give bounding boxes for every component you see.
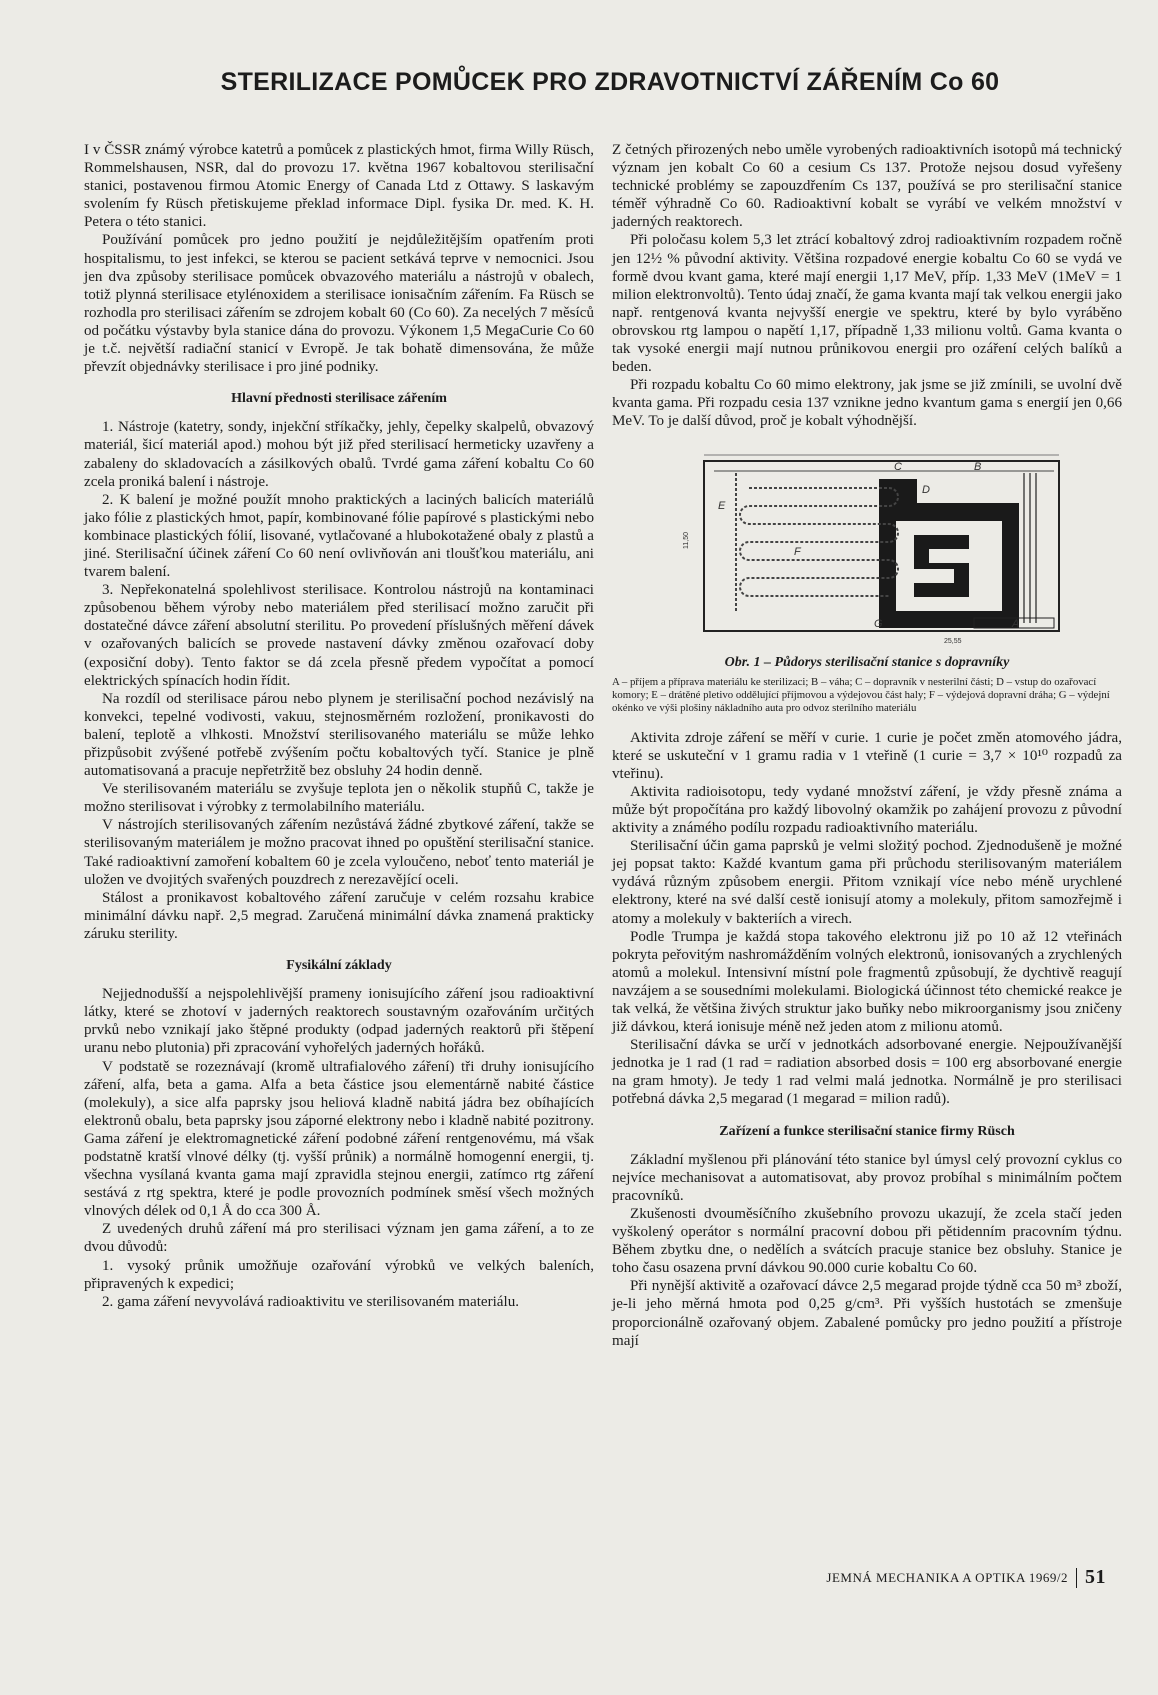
- fig-label-g: G: [874, 617, 883, 630]
- floor-plan-figure: [612, 443, 1122, 715]
- fig-label-a: A: [1012, 617, 1020, 630]
- figure-caption: Obr. 1 – Půdorys sterilisační stanice s dopravníky: [724, 654, 1010, 670]
- paragraph: Při poločasu kolem 5,3 let ztrácí kobaltový zdroj radioaktivním rozpadem ročně jen 12½ % původní aktivity. Většina rozpadové energie kobaltu Co 60 se vydá ve formě dvou kvant gama, které mají energii 1,17 MeV, příp. 1,33 MeV (1MeV = 1 milion elektronvoltů). Tento údaj značí, že gama kvanta mají tak velkou energii jako např. rentgenová kvanta nejvyšší energie ve spektru, které by bylo vyráběno obrovskou rtg lampou o napětí 1,17, případně 1,33 milionu voltů. Gama kvanta o tak vysoké energii mají nutnou průnikovou energii pro ozáření celých balíků a beden.: [612, 232, 1122, 376]
- fig-label-e: E: [718, 499, 726, 512]
- paragraph: Stálost a pronikavost kobaltového záření zaručuje v celém rozsahu krabice minimální dávku např. 2,5 megrad. Zaručená minimální dávka znamená prakticky záruku sterility.: [84, 889, 594, 942]
- paragraph: Aktivita zdroje záření se měří v curie. 1 curie je počet změn atomového jádra, které se uskuteční v 1 gramu radia v 1 vteřině (1 curie = 3,7 × 10¹⁰ rozpadů za vteřinu).: [612, 729, 1122, 782]
- conveyor-path: [740, 488, 898, 596]
- fig-label-b: B: [974, 460, 982, 473]
- paragraph: Zkušenosti dvouměsíčního zkušebního provozu ukazují, že zcela stačí jeden vyškolený operátor s normální pracovní dobou při pětidenním pracovním týdnu. Během zbytku dne, o nedělích a svátcích pracuje stanice bez obsluhy. Stanice je toho času osazena první dávkou 90.000 curie kobaltu Co 60.: [612, 1205, 1122, 1277]
- paragraph: Při rozpadu kobaltu Co 60 mimo elektrony, jak jsme se již zmínili, se uvolní dvě kvanta gama. Při rozpadu cesia 137 vznikne jedno kvantum gama s energií jen 0,66 MeV. To je další důvod, proč je kobalt výhodnější.: [612, 377, 1122, 430]
- paragraph: 3. Nepřekonatelná spolehlivost sterilisace. Kontrolou nástrojů na kontaminaci způsobenou během výroby nebo materiálem před sterilisací možno zaručit při dostatečné dávce záření absolutní sterilitu. Po provedení příslušných měření dávek v ozařovaných balicích se provede nastavení dávky změnou ozařovací doby (exposiční doby). Tento faktor se dá zcela přesně předem vypočítat a pomocí elektrických spínacích hodin řídit.: [84, 582, 594, 689]
- paragraph: Používání pomůcek pro jedno použití je nejdůležitějším opatřením proti hospitalismu, to jest infekci, se kterou se pacient setkává teprve v nemocnici. Jsou jen dva způsoby sterilisace pomůcek obvazového materiálu a nástrojů v obalech, totiž plynná sterilisace etylénoxidem a sterilisace ionisačním zářením. Fa Rüsch se rozhodla pro sterilisaci zářením se zdrojem kobalt 60 (Co 60). Za necelých 7 měsíců od počátku výstavby byla stanice dána do provozu. Výkonem 1,5 MegaCurie Co 60 je t.č. největší radiační stanicí v Evropě. Je tak bohatě dimensována, že může převzít objednávky sterilisace i pro jiné podniky.: [84, 232, 594, 376]
- paragraph: Z četných přirozených nebo uměle vyrobených radioaktivních isotopů má technický význam jen kobalt Co 60 a cesium Cs 137. Protože nejsou dosud vyřešeny technické problémy se zapouzdřením Cs 137, používá se pro sterilisační stanice téměř výhradně Co 60. Radioaktivní kobalt se vyrábí ve velkém množství v jaderných reaktorech.: [612, 142, 1122, 231]
- journal-name: JEMNÁ MECHANIKA A OPTIKA 1969/2: [826, 1569, 1068, 1585]
- paragraph: Základní myšlenou při plánování této stanice byl úmysl celý provozní cyklus co nejvíce mechanisovat a automatisovat, aby provoz probíhal s minimálním počtem pracovníků.: [612, 1151, 1122, 1204]
- page-footer: [826, 1566, 1106, 1589]
- section-heading: Fysikální základy: [286, 958, 392, 974]
- paragraph: Aktivita radioisotopu, tedy vydané množství záření, je vždy přesně známa a může být propočítána pro každý libovolný okamžik po zahájení provozu z původní aktivity a známého podílu rozpadu radioaktivního materiálu.: [612, 783, 1122, 837]
- page-title: STERILIZACE POMŮCEK PRO ZDRAVOTNICTVÍ ZÁŘENÍM Co 60: [220, 68, 1000, 96]
- paragraph: Sterilisační dávka se určí v jednotkách adsorbované energie. Nejpoužívanější jednotka je 1 rad (1 rad = radiation absorbed dosis = 100 erg absorbované energie na gram hmoty). Je tedy 1 rad velmi malá jednotka. Normálně je pro sterilisaci potřebná dávka 2,5 megarad (1 megarad = milion radů).: [612, 1037, 1122, 1108]
- section-heading: Zařízení a funkce sterilisační stanice firmy Rüsch: [719, 1123, 1015, 1139]
- figure-legend: A – příjem a příprava materiálu ke sterilizaci; B – váha; C – dopravník v nesterilní části; D – vstup do ozařovací komory; E – drátěné pletivo oddělující příjmovou a výdejovou část haly; F – výdejová dopravní dráha; G – výdejní okénko ve výši plošiny nákladního auta pro odvoz sterilního materiálu: [612, 675, 1110, 714]
- paragraph: V podstatě se rozeznávají (kromě ultrafialového záření) tři druhy ionisujícího záření, alfa, beta a gama. Alfa a beta částice jsou elementárně nabité částice (molekuly), a sice alfa paprsky jsou heliová kladně nabitá jádra bez obíhajících elektronů obalu, beta paprsky jsou záporné elektrony nebo i kladně nabité pozitrony. Gama záření je elektromagnetické záření podobné záření rentgenovému, má však podstatně kratší vlnové délky (tj. vyšší průnik) a normálně homogenní energii, tj. všechna vysílaná kvanta gama mají zpravidla stejnou energii, zatímco rtg záření sestává z rtg spektra, které je podle provozních podmínek směsí všech možných vlnových délek od 0,1 Å do cca 300 Å.: [84, 1058, 594, 1220]
- right-column: [612, 141, 1122, 1350]
- fig-label-c: C: [894, 460, 902, 473]
- paragraph: 2. gama záření nevyvolává radioaktivitu ve sterilisovaném materiálu.: [102, 1293, 520, 1310]
- paragraph: I v ČSSR známý výrobce katetrů a pomůcek z plastických hmot, firma Willy Rüsch, Rommelshausen, NSR, dal do provozu 17. května 1967 kobaltovou sterilisační stanici, postavenou firmou Atomic Energy of Canada Ltd z Ottawy. S laskavým svolením fy Rüsch přetiskujeme překlad informace Dipl. fysika Dr. med. K. H. Petera o této stanici.: [84, 142, 594, 231]
- paragraph: Sterilisační účin gama paprsků je velmi složitý pochod. Zjednodušeně je možné jej popsat takto: Každé kvantum gama při průchodu sterilisovaným materiálem vydává různým způsobem energii. Přitom vznikají více nebo méně urychlené elektrony, které na své další cestě ionisují atomy a molekuly, přitom samozřejmě i atomy a molekuly v bakteriích a virech.: [612, 838, 1122, 927]
- paragraph: Z uvedených druhů záření má pro sterilisaci význam jen gama záření, a to ze dvou důvodů:: [84, 1221, 594, 1256]
- dimension-width: 25,55: [944, 637, 962, 645]
- footer-divider: [1076, 1568, 1077, 1588]
- paragraph: 2. K balení je možné použít mnoho praktických a laciných balicích materiálů jako fólie z plastických hmot, papír, kombinované fólie papírové s plastickými nebo kombinace plastických fólií, lisované, vytlačované a hlubokotažené obaly z plastů a jiné. Sterilisační účinek záření Co 60 není ovlivňován ani tloušťkou materiálu, ani tvarem balení.: [84, 491, 594, 581]
- paragraph: Nejjednodušší a nejspolehlivější prameny ionisujícího záření jsou radioaktivní látky, které se zhotoví v jaderných reaktorech soustavným ozařováním určitých prvků nebo vznikají jako štěpné produkty (odpad jaderných reaktorů při štěpení uranu nebo plutonia) při zpracování vyhořelých jaderných hořáků.: [84, 986, 594, 1057]
- paragraph: 1. Nástroje (katetry, sondy, injekční stříkačky, jehly, čepelky skalpelů, obvazový materiál, šicí materiál apod.) mohou být již před sterilisací hermeticky uzavřeny a zabaleny do skladovacích a zásilkových obalů. Tvrdé gama záření kobaltu Co 60 zcela proniká balení i nástroje.: [84, 419, 594, 490]
- chamber-maze: [914, 535, 969, 597]
- section-heading: Hlavní přednosti sterilisace zářením: [231, 391, 447, 407]
- paragraph: Na rozdíl od sterilisace párou nebo plynem je sterilisační pochod nezávislý na konvekci, tepelné vodivosti, vakuu, stejnosměrném rozložení, pronikavosti do balení, teplotě a vlhkosti. Množství sterilisovaného materiálu se může lehko přizpůsobit zvýšené potřebě zvýšením počtu kobaltových tyčí. Stanice je plně automatisovaná a pracuje nepřetržitě bez obsluhy 24 hodin denně.: [84, 690, 594, 780]
- fig-label-d: D: [922, 483, 930, 496]
- left-column: [84, 141, 594, 1311]
- paragraph: Ve sterilisovaném materiálu se zvyšuje teplota jen o několik stupňů C, takže je možno sterilisovat i výrobky z termolabilního materiálu.: [84, 781, 594, 816]
- paragraph: V nástrojích sterilisovaných zářením nezůstává žádné zbytkové záření, takže se sterilisovaným materiálem je možno pracovat ihned po opuštění sterilisační stanice. Také radioaktivní zamoření kobaltem 60 je zcela vyloučeno, neboť tento materiál je uložen ve dvojitých svařených pouzdrech z nerezavějící oceli.: [84, 817, 594, 888]
- paragraph: Podle Trumpa je každá stopa takového elektronu již po 10 až 12 vteřinách pokryta peřovitým nashromážděním volných elektronů, ionisovaných a zrychlených atomů a molekul. Intensivní místní pole fragmentů způsobují, že dychtivě reagují navzájem a se sousedními molekulami. Biologická účinnost této chemické reakce je tak velká, že většina živých struktur jako buňky nebo mikroorganismy jsou zničeny již dávkou, která ionisuje méně než jeden atom z milionu atomů.: [612, 928, 1122, 1036]
- paragraph: Při nynější aktivitě a ozařovací dávce 2,5 megarad projde týdně cca 50 m³ zboží, je-li jeho měrná hmota pod 0,25 g/cm³. Při vyšších hustotách se zmenšuje proporcionálně ozařovaný objem. Zabalené pomůcky pro jedno použití a přístroje mají: [612, 1278, 1122, 1349]
- floor-plan-diagram: [674, 443, 1074, 648]
- fig-label-f: F: [794, 545, 801, 558]
- dimension-height: 11,50: [683, 531, 690, 549]
- page-number: 51: [1085, 1566, 1106, 1588]
- paragraph: 1. vysoký průnik umožňuje ozařování výrobků ve velkých baleních, připravených k expedici;: [84, 1257, 594, 1292]
